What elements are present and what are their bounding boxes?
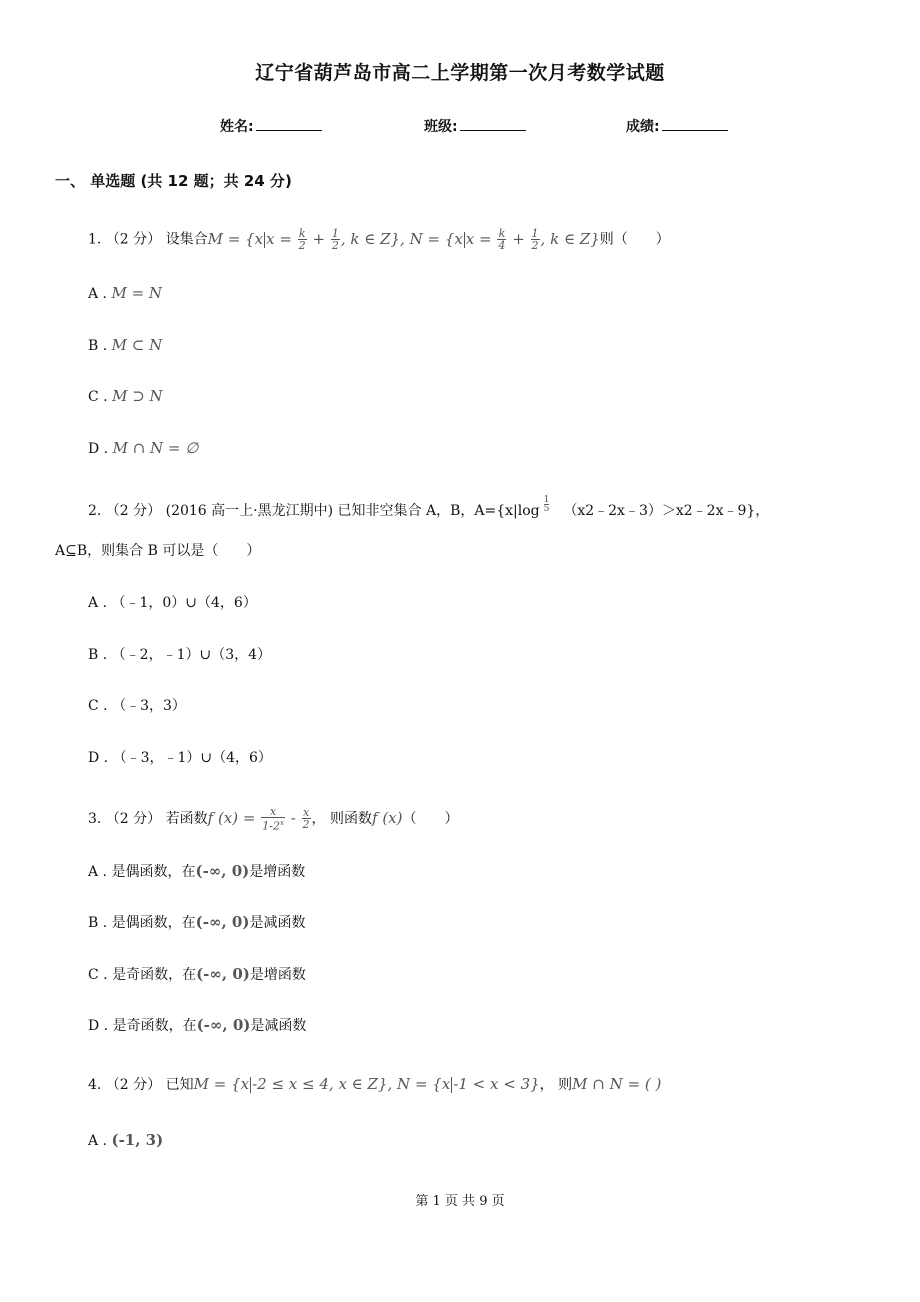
q1-suffix: 则（ ） bbox=[599, 231, 670, 248]
page-title: 辽宁省葫芦岛市高二上学期第一次月考数学试题 bbox=[255, 62, 665, 84]
name-blank[interactable] bbox=[256, 116, 322, 131]
question-2-line-1: 2. （2 分） (2016 高一上·黑龙江期中) 已知非空集合 A，B，A={x|log $\frac{1}{5}$ （x2﹣2x﹣3）＞x2﹣2x﹣9}， bbox=[88, 495, 770, 519]
score-blank[interactable] bbox=[662, 116, 728, 131]
class-blank[interactable] bbox=[460, 116, 526, 131]
score-label: 成绩: bbox=[626, 119, 660, 135]
class-field[interactable] bbox=[424, 116, 526, 136]
page-footer: 第 1 页 共 9 页 bbox=[415, 1194, 505, 1209]
section-heading: 一、 单选题 (共 12 题；共 24 分) bbox=[55, 172, 292, 190]
class-label: 班级: bbox=[424, 119, 458, 135]
name-field[interactable] bbox=[220, 116, 322, 136]
q1-set-m: M = {x x = $\frac{k}{2}$ + $\frac{1}{2}$ , k ∈ Z}, N = {x x = $\frac{k}{4}$ + $\frac{1}{2}$ , k ∈ Z} bbox=[207, 227, 600, 252]
question-4: 4. （2 分） 已知M = {x -2 ≤ x ≤ 4, x ∈ Z}, N = {x -1 < x < 3}， 则M ∩ N = ( ) bbox=[88, 1075, 662, 1093]
question-1 bbox=[88, 228, 670, 251]
q2-option-c[interactable]: C . （﹣3，3） bbox=[88, 698, 186, 714]
q4-option-a[interactable]: A . (-1, 3) bbox=[88, 1131, 164, 1149]
score-field[interactable] bbox=[626, 116, 728, 136]
q1-option-d[interactable]: D . M ∩ N = ∅ bbox=[88, 439, 199, 457]
q3-option-c[interactable]: C . 是奇函数，在(-∞, 0)是增函数 bbox=[88, 965, 306, 983]
q3-option-a[interactable]: A . 是偶函数，在(-∞, 0)是增函数 bbox=[88, 862, 306, 880]
q4-sets: M = {x -2 ≤ x ≤ 4, x ∈ Z}, N = {x -1 < x < 3} bbox=[193, 1075, 540, 1093]
q2-option-a[interactable]: A . （﹣1，0）∪（4，6） bbox=[88, 595, 257, 611]
q3-function: f (x) = $\frac{x}{1-2^x}$ - $\frac{x}{2}$ bbox=[207, 805, 310, 833]
question-3: 3. （2 分） 若函数f (x) = $\frac{x}{1-2^x}$ - $\frac{x}{2}$ ， 则函数f (x)（ ） bbox=[88, 805, 459, 833]
question-2-line-2: A⊆B，则集合 B 可以是（ ） bbox=[55, 543, 261, 559]
q3-option-d[interactable]: D . 是奇函数，在(-∞, 0)是减函数 bbox=[88, 1016, 307, 1034]
q2-option-b[interactable]: B . （﹣2，﹣1）∪（3，4） bbox=[88, 647, 272, 663]
q1-option-b[interactable]: B . M ⊂ N bbox=[88, 336, 163, 354]
q1-option-c[interactable]: C . M ⊃ N bbox=[88, 387, 163, 405]
log-base-fraction: $\frac{1}{5}$ bbox=[543, 495, 550, 514]
name-label: 姓名: bbox=[220, 119, 254, 135]
q2-option-d[interactable]: D . （﹣3，﹣1）∪（4，6） bbox=[88, 750, 272, 766]
q1-option-a[interactable]: A . M = N bbox=[88, 284, 163, 302]
q1-prefix: 1. （2 分） 设集合 bbox=[88, 231, 208, 248]
q3-option-b[interactable]: B . 是偶函数，在(-∞, 0)是减函数 bbox=[88, 913, 306, 931]
